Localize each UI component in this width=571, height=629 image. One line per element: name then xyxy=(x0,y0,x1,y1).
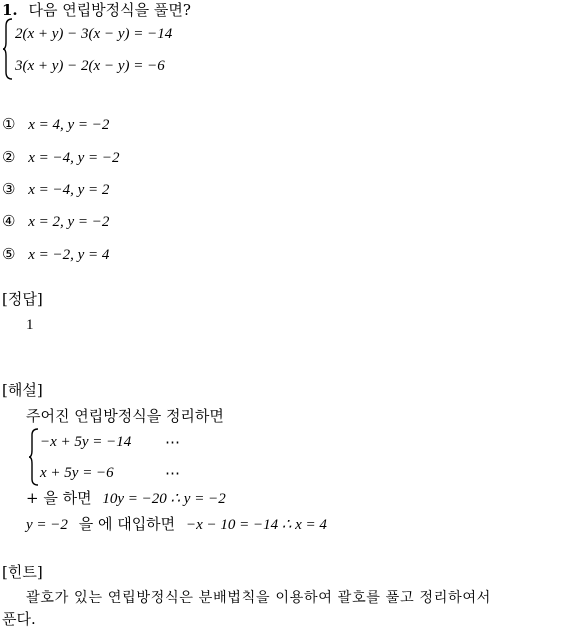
choice-marker: ⑤ xyxy=(2,245,16,263)
choice-marker: ① xyxy=(2,115,16,133)
step-1-text: + 을 하면 xyxy=(26,489,92,507)
question-text: 다음 연립방정식을 풀면? xyxy=(28,1,191,19)
system-brace-icon xyxy=(28,428,40,486)
step-2-text: 을 에 대입하면 xyxy=(78,515,176,533)
question-line xyxy=(2,1,191,19)
system-brace-icon xyxy=(2,18,14,80)
answer-heading: [정답] xyxy=(2,290,43,308)
choice-5[interactable] xyxy=(2,245,109,264)
choice-text: x = −2, y = 4 xyxy=(28,247,110,263)
choice-marker: ③ xyxy=(2,180,16,198)
explanation-equation-2: x + 5y = −6 xyxy=(40,465,114,481)
step-1-math: 10y = −20 ∴ y = −2 xyxy=(102,491,226,507)
problem-equation-1: 2(x + y) − 3(x − y) = −14 xyxy=(15,26,173,42)
problem-equation-2: 3(x + y) − 2(x − y) = −6 xyxy=(15,58,165,74)
hint-line-1: 괄호가 있는 연립방정식은 분배법칙을 이용하여 괄호를 풀고 정리하여서 xyxy=(26,590,491,606)
hint-line-2: 푼다. xyxy=(2,610,36,628)
explanation-equation-2-dots: ⋯ xyxy=(165,464,180,482)
step-2-math-2: −x − 10 = −14 ∴ x = 4 xyxy=(185,517,327,533)
choice-text: x = −4, y = −2 xyxy=(28,150,120,166)
explanation-equation-1: −x + 5y = −14 xyxy=(40,434,132,450)
choice-text: x = −4, y = 2 xyxy=(28,182,110,198)
explanation-step-1 xyxy=(26,489,226,508)
choice-4[interactable] xyxy=(2,212,109,231)
choice-text: x = 4, y = −2 xyxy=(28,117,110,133)
problem-number: 1. xyxy=(2,1,18,19)
explanation-intro: 주어진 연립방정식을 정리하면 xyxy=(26,407,224,425)
explanation-heading: [해설] xyxy=(2,381,43,399)
choice-3[interactable] xyxy=(2,180,109,199)
explanation-equation-1-dots: ⋯ xyxy=(165,433,180,451)
choice-marker: ④ xyxy=(2,212,16,230)
hint-heading: [힌트] xyxy=(2,563,43,581)
choice-marker: ② xyxy=(2,148,16,166)
choice-2[interactable] xyxy=(2,148,120,167)
choice-1[interactable] xyxy=(2,115,109,134)
answer-value: 1 xyxy=(26,317,34,333)
step-2-math-1: y = −2 xyxy=(26,517,68,533)
explanation-step-2 xyxy=(26,515,327,534)
choice-text: x = 2, y = −2 xyxy=(28,214,110,230)
